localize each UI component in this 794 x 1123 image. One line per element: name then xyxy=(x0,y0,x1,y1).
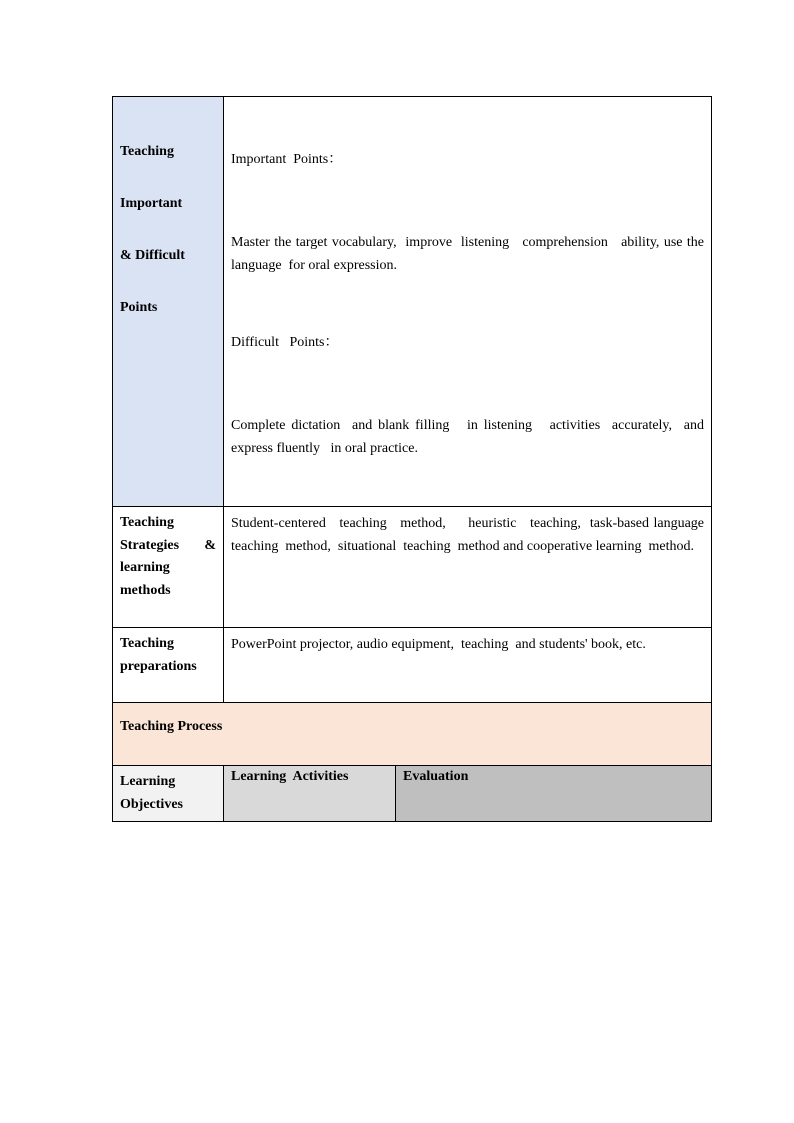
row-strategies xyxy=(113,507,712,628)
label-line-4: Points xyxy=(120,300,158,315)
header-evaluation: Evaluation xyxy=(396,766,712,822)
label-line-2: Important xyxy=(120,196,183,211)
content-preparations: PowerPoint projector, audio equipment, teaching and students' book, etc. xyxy=(224,628,712,703)
lesson-plan-table xyxy=(112,96,712,822)
content-strategies: Student-centered teaching method, heuristic teaching, task-based language teaching method, situational teaching method and cooperative learning method. xyxy=(224,507,712,628)
label-line-3: & Difficult xyxy=(120,248,185,263)
important-points-heading: Important Points： xyxy=(231,152,343,167)
label-preparations: Teaching preparations xyxy=(113,628,224,703)
row-important-difficult xyxy=(113,97,712,507)
row-headers xyxy=(113,766,712,822)
label-teaching-process: Teaching Process xyxy=(113,703,712,766)
label-strategies: Teaching Strategies & learning methods xyxy=(113,507,224,628)
label-line-1: Teaching xyxy=(120,144,174,159)
row-process xyxy=(113,703,712,766)
important-points-text: Master the target vocabulary, improve listening comprehension ability, use the language for oral expression. xyxy=(231,235,708,273)
header-learning-activities: Learning Activities xyxy=(224,766,396,822)
row-preparations xyxy=(113,628,712,703)
content-important-difficult xyxy=(224,97,712,507)
label-important-difficult xyxy=(113,97,224,507)
difficult-points-heading: Difficult Points： xyxy=(231,335,339,350)
header-learning-objectives: Learning Objectives xyxy=(113,766,224,822)
difficult-points-text: Complete dictation and blank filling in listening activities accurately, and express fluently in oral practice. xyxy=(231,418,708,456)
